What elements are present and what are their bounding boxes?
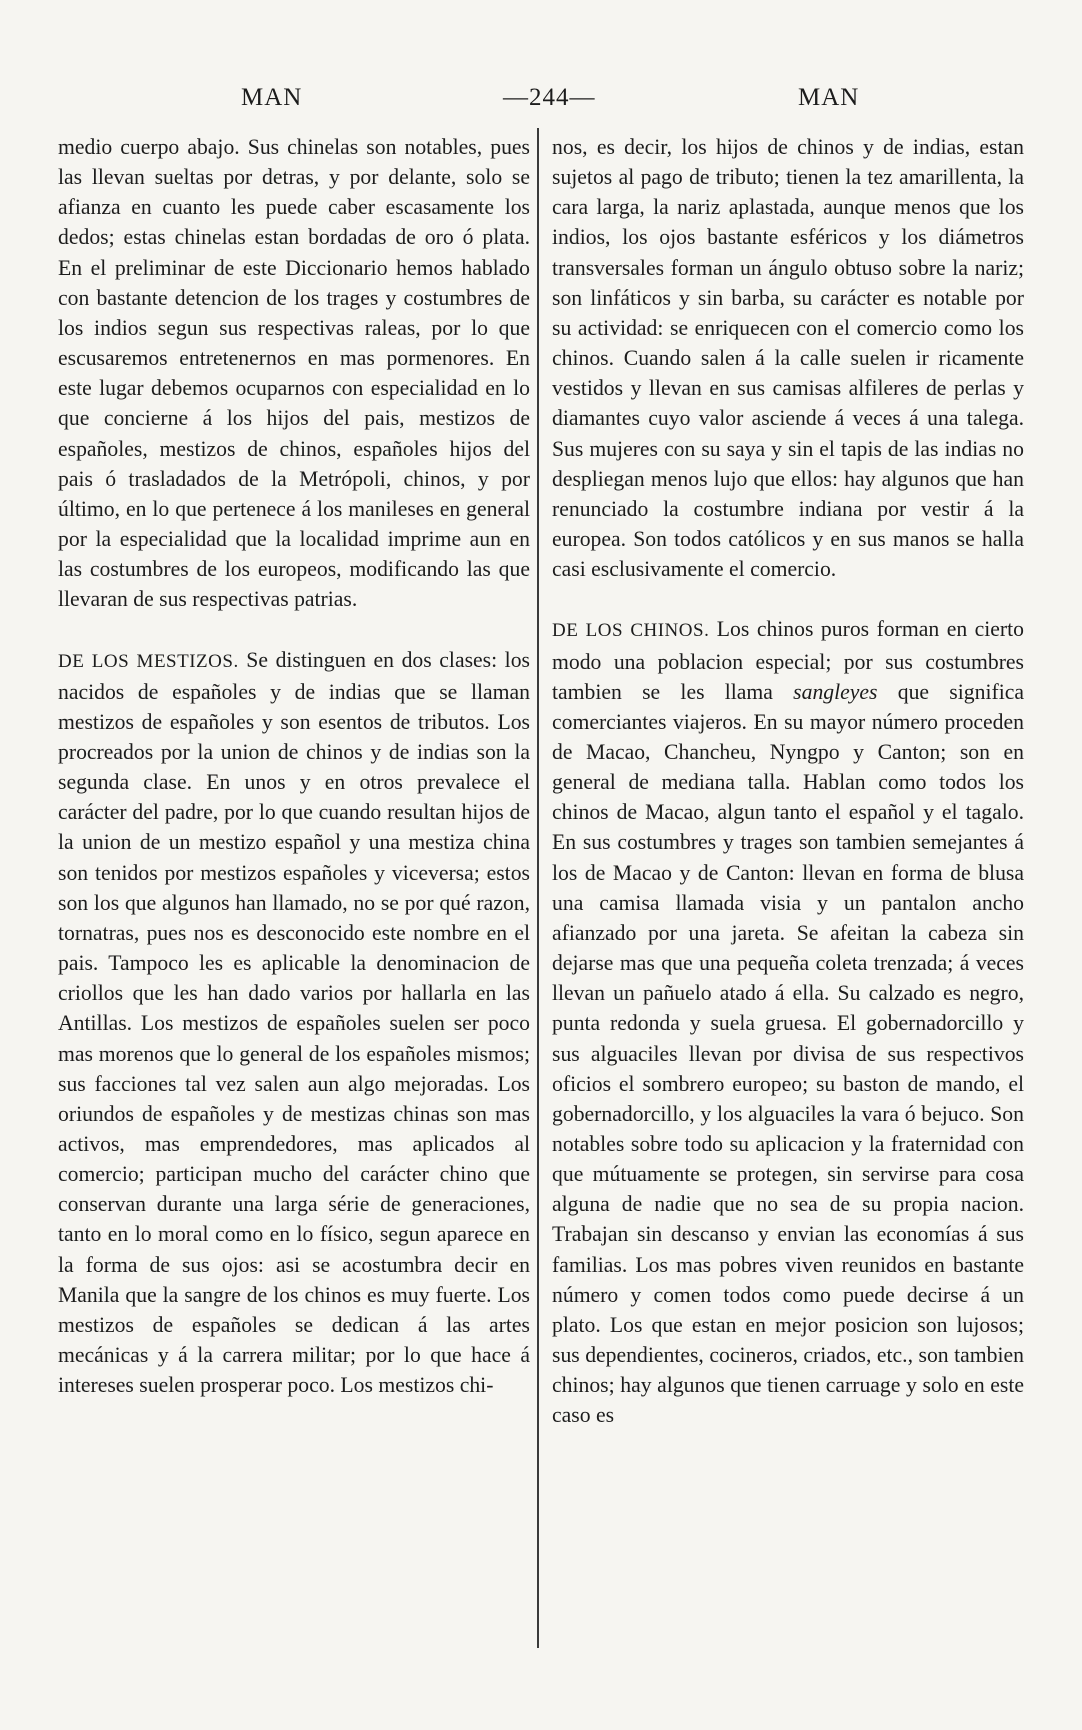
running-header (58, 84, 1048, 120)
left-paragraph-2-text: Se distinguen en dos clases: los nacidos de españoles y de indias que se llaman mestizos de españoles y son esentos de tributos. Los procreados por la union de chinos y de indias son la segunda clase. En unos y en otros prevalece el carácter del padre, por lo que cuando resultan hijos de la union de un mestizo español y una mestiza china son tenidos por mestizos españoles y viceversa; estos son los que algunos han llamado, no se por qué razon, tornatras, pues nos es desconocido este nombre en el pais. Tampoco les es aplicable la denominacion de criollos que les han dado varios por hallarla en las Antillas. Los mestizos de españoles suelen ser poco mas morenos que lo general de los españoles mismos; sus facciones tal vez salen aun algo mejoradas. Los oriundos de españoles y de mestizas chinas son mas activos, mas emprendedores, mas aplicados al comercio; participan mucho del carácter chino que conservan durante una larga série de generaciones, tanto en lo moral como en lo físico, segun aparece en la forma de sus ojos: asi se acostumbra decir en Manila que la sangre de los chinos es muy fuerte. Los mestizos de españoles se dedican á las artes mecánicas y á la carrera militar; por lo que hace á intereses suelen prosperar poco. Los mestizos chi- (58, 647, 530, 1398)
right-paragraph-2-text-a: Los chinos puros forman en cierto modo una poblacion especial; por sus costumbres tambien se les llama (552, 617, 1025, 704)
left-column (58, 132, 530, 1400)
left-paragraph-1: medio cuerpo abajo. Sus chinelas son notables, pues las llevan sueltas por detras, y por delante, solo se afianza en cuanto les puede caber escasamente los dedos; estas chinelas estan bordadas de oro ó plata. En el preliminar de este Diccionario hemos hablado con bastante detencion de los trages y costumbres de los indios segun sus respectivas raleas, por lo que escusaremos entretenernos en mas pormenores. En este lugar debemos ocuparnos con especialidad en lo que concierne á los hijos del pais, mestizos de españoles, mestizos de chinos, españoles hijos del pais ó trasladados de la Metrópoli, chinos, y por último, en lo que pertenece á los manileses en general por la especialidad que la localidad imprime aun en las costumbres de los europeos, modificando las que llevaran de sus respectivas patrias. (58, 135, 530, 612)
italic-term-sangleyes: sangleyes (793, 679, 878, 704)
right-column (552, 132, 1024, 1431)
right-paragraph-1: nos, es decir, los hijos de chinos y de indias, estan sujetos al pago de tributo; tienen la tez amarillenta, la cara larga, la nariz aplastada, aunque menos que los indios, los ojos bastante esféricos y los diámetros transversales forman un ángulo obtuso sobre la nariz; son linfáticos y sin barba, su carácter es notable por su actividad: se enriquecen con el comercio como los chinos. Cuando salen á la calle suelen ir ricamente vestidos y llevan en sus camisas alfileres de perlas y diamantes cuyo valor asciende á veces á una talega. Sus mujeres con su saya y sin el tapis de las indias no despliegan menos lujo que ellos: hay algunos que han renunciado la costumbre indiana por vestir á la europea. Son todos católicos y en sus manos se halla casi esclusivamente el comercio. (552, 135, 1024, 582)
section-heading-mestizos: DE LOS MESTIZOS. (58, 650, 239, 672)
right-paragraph-2-text-b: que significa comerciantes viajeros. En su mayor número proceden de Macao, Chancheu, Nyngpo y Canton; son en general de mediana talla. Hablan como todos los chinos de Macao, algun tanto el español y el tagalo. En sus costumbres y trages son tambien semejantes á los de Macao y de Canton: llevan en forma de blusa una camisa llamada visia y un pantalon ancho afianzado por una jareta. Se afeitan la cabeza sin dejarse mas que una pequeña coleta trenzada; á veces llevan un pañuelo atado á ella. Su calzado es negro, punta redonda y suela gruesa. El gobernadorcillo y sus alguaciles llevan por divisa de sus respectivos oficios el sombrero europeo; su baston de mando, el gobernadorcillo, y los alguaciles la vara ó bejuco. Son notables sobre todo su aplicacion y la fraternidad con que mútuamente se protegen, sin servirse para cosa alguna de nadie que no sea de su propia nacion. Trabajan sin descanso y envian las economías á sus familias. Los mas pobres viven reunidos en bastante número y comen todos como puede decirse á un plato. Los que estan en mejor posicion son lujosos; sus dependientes, cocineros, criados, etc., son tambien chinos; hay algunos que tienen carruage y solo en este caso es (552, 679, 1024, 1428)
column-divider (537, 128, 539, 1648)
page-number: —244— (503, 84, 596, 111)
paragraph-gap (58, 615, 530, 645)
header-left-word: MAN (241, 84, 303, 111)
paragraph-gap (552, 584, 1024, 614)
left-paragraph-2 (58, 645, 530, 1401)
right-paragraph-2 (552, 614, 1024, 1430)
header-right-word: MAN (798, 84, 860, 111)
section-heading-chinos: DE LOS CHINOS. (552, 620, 710, 642)
